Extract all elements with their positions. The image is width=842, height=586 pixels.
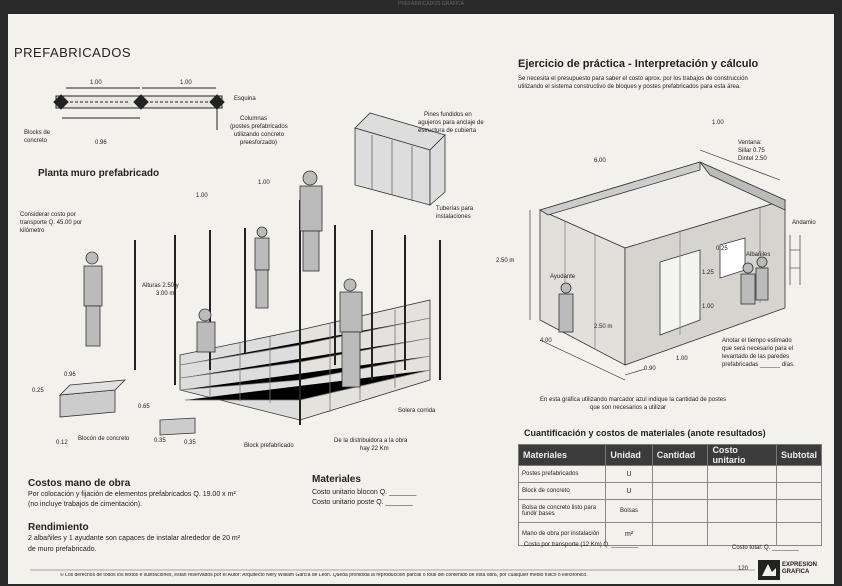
page-title: PREFABRICADOS	[14, 45, 132, 60]
cell-cantidad[interactable]	[652, 523, 708, 546]
cell-subtotal[interactable]	[777, 483, 822, 500]
cell-cantidad[interactable]	[652, 500, 708, 523]
exercise-sub-1: Se necesita el presupuesto para saber el costo aprox. por los trabajos de construcción	[518, 76, 748, 82]
cell-costo[interactable]	[708, 500, 777, 523]
page-number: 120	[738, 566, 749, 572]
cell-material: Block de concreto	[519, 483, 606, 500]
rendimiento-line-1: 2 albañiles y 1 ayudante son capaces de instalar alrededor de 20 m²	[28, 535, 241, 542]
albaniles-label: Albañiles	[746, 252, 771, 258]
cell-unit: Bolsas	[606, 500, 652, 523]
pines-label-3: estructura de cubierta	[418, 128, 477, 134]
cell-unit: U	[606, 466, 652, 483]
tuberias-2: instalaciones	[436, 214, 471, 220]
cell-subtotal[interactable]	[777, 523, 822, 546]
cell-unit: U	[606, 483, 652, 500]
marcador-1: En esta gráfica utilizando marcador azul indique la cantidad de postes	[540, 397, 727, 403]
anotar-2: que será necesario para el	[722, 346, 794, 352]
anotar-1: Anotar el tiempo estimado	[722, 338, 792, 344]
costos-title: Costos mano de obra	[28, 478, 131, 489]
considerar-2: transporte Q. 45.00 por	[20, 220, 83, 226]
iso-d125: 1.25	[702, 270, 714, 276]
table-header-row	[519, 445, 822, 466]
tuberias-1: Tuberías para	[436, 206, 474, 212]
blocks-label-2: concreto	[24, 138, 48, 144]
iso-d100: 1.00	[712, 120, 724, 126]
materiales-line-1: Costo unitario blocon Q. _______	[312, 489, 417, 496]
costo-total-line: Costo total: Q. ________	[732, 545, 799, 551]
plan-view-drawing	[54, 88, 224, 130]
top-header-text: PREFABRICADOS GRAFICA	[398, 1, 465, 7]
cell-unit: m²	[606, 523, 652, 546]
materiales-line-2: Costo unitario poste Q. _______	[312, 499, 413, 506]
table-row	[519, 483, 822, 500]
transporte-line: Costo por transporte (12 Km) Q. ________	[524, 542, 639, 548]
dim-035a: 0.35	[154, 438, 166, 444]
materials-table	[518, 444, 822, 546]
iso-d250b: 2.50 m	[594, 324, 613, 330]
columnas-label-2: (postes prefabricados	[230, 124, 288, 130]
anotar-4: prefabricadas ______ días.	[722, 362, 795, 368]
iso-d100b: 1.00	[676, 356, 688, 362]
rendimiento-title: Rendimiento	[28, 522, 89, 533]
cell-subtotal[interactable]	[777, 500, 822, 523]
considerar-3: kilómetro	[20, 228, 45, 234]
costos-line-2: (no incluye trabajos de cimentación).	[28, 501, 143, 508]
columnas-label-1: Columnas	[240, 116, 268, 122]
iso-d600: 6.00	[594, 158, 606, 164]
dim-025: 0.25	[32, 388, 44, 394]
brand-logo-icon	[758, 560, 780, 580]
alturas-1: Alturas 2.50 y	[142, 283, 179, 289]
iso-d250a: 2.50 m	[496, 258, 515, 264]
cell-costo[interactable]	[708, 466, 777, 483]
cell-cantidad[interactable]	[652, 483, 708, 500]
table-row	[519, 466, 822, 483]
esquina-label: Esquina	[234, 96, 256, 102]
plan-dim-3: 0.96	[95, 140, 107, 146]
columnas-label-3: utilizando concreto	[234, 132, 285, 138]
pines-label-2: agujeros para anclaje de	[418, 120, 484, 126]
andamio-label: Andamio	[792, 220, 816, 226]
distribuidora-2: hay 22 Km	[360, 446, 389, 452]
iso-d100v: 1.00	[702, 304, 714, 310]
wall-construction-drawing	[60, 171, 440, 435]
exercise-sub-2: utilizando el sistema constructivo de bloques y postes prefabricados para esta área.	[518, 84, 741, 90]
materiales-title: Materiales	[312, 474, 361, 485]
col-cantidad: Cantidad	[652, 445, 708, 466]
brand-text-2: GRAFICA	[782, 569, 810, 575]
plan-dim-2: 1.00	[180, 80, 192, 86]
col-unidad: Unidad	[606, 445, 652, 466]
anotar-3: levantado de las paredes	[722, 354, 790, 360]
cuantificacion-title: Cuantificación y costos de materiales (anote resultados)	[524, 428, 766, 438]
cell-material: Mano de obra por instalación	[519, 523, 606, 546]
brand-text-1: EXPRESION	[782, 562, 818, 568]
col-costo-unitario: Costo unitario	[708, 445, 777, 466]
blocon-label: Blocón de concreto	[78, 436, 130, 442]
table-row	[519, 500, 822, 523]
ventana-1: Ventana:	[738, 140, 762, 146]
iso-d090: 0.90	[644, 366, 656, 372]
dim-065: 0.65	[138, 404, 150, 410]
exercise-title: Ejercicio de práctica - Interpretación y cálculo	[518, 58, 759, 70]
rendimiento-line-2: de muro prefabricado.	[28, 546, 97, 553]
cell-cantidad[interactable]	[652, 466, 708, 483]
ayudante-label: Ayudante	[550, 274, 576, 280]
block-prefab-label: Block prefabricado	[244, 443, 294, 449]
iso-d025: 0.25	[716, 246, 728, 252]
blocks-label-1: Blocks de	[24, 130, 51, 136]
col-subtotal: Subtotal	[777, 445, 822, 466]
columnas-label-4: preesforzado)	[240, 140, 278, 146]
copyright-text: © Los derechos de todos los textos e ilustraciones, están reservados por el Autor: Arquitecto Nery William García de León. Queda prohibida la reproducción parcial o total del contenido de esta obra, por cualquier medio físico o electrónico.	[60, 573, 588, 578]
dim-035b: 0.35	[184, 440, 196, 446]
cell-material: Postes prefabricados	[519, 466, 606, 483]
distribuidora-1: De la distribuidora a la obra	[334, 438, 408, 444]
dim-top-2: 1.00	[258, 180, 270, 186]
alturas-2: 3.00 m	[156, 291, 175, 297]
marcador-2: que son necesarios a utilizar	[590, 405, 667, 411]
cell-subtotal[interactable]	[777, 466, 822, 483]
iso-d400: 4.00	[540, 338, 552, 344]
dim-096: 0.96	[64, 372, 76, 378]
dim-top-1: 1.00	[196, 193, 208, 199]
pines-label-1: Pines fundidos en	[424, 112, 472, 118]
ventana-2: Sillar 0.75	[738, 148, 765, 154]
cell-costo[interactable]	[708, 483, 777, 500]
ventana-3: Dintel 2.50	[738, 156, 767, 162]
costos-line-1: Por colocación y fijación de elementos prefabricados Q. 19.00 x m²	[28, 491, 236, 498]
plan-dim-1: 1.00	[90, 80, 102, 86]
dim-012: 0.12	[56, 440, 68, 446]
cell-costo[interactable]	[708, 523, 777, 546]
cell-material: Bolsa de concreto listo para fundir bases	[519, 500, 606, 523]
col-materiales: Materiales	[519, 445, 606, 466]
planta-title: Planta muro prefabricado	[38, 168, 160, 179]
considerar-1: Considerar costo por	[20, 212, 76, 218]
solera-label: Solera corrida	[398, 408, 436, 414]
